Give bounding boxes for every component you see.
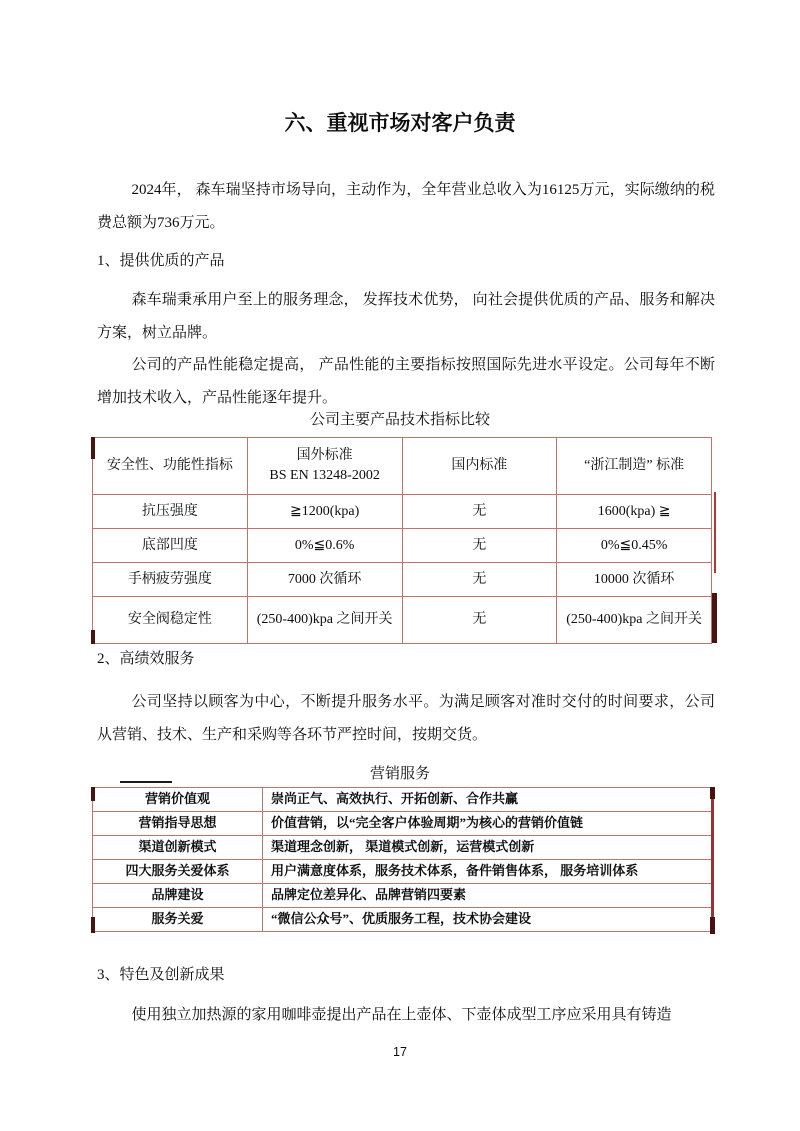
table-cell: 价值营销，以“完全客户体验周期”为核心的营销价值链 <box>263 812 712 836</box>
revision-line <box>714 492 716 573</box>
table-cell: 营销价值观 <box>93 788 263 812</box>
table-row <box>93 884 712 908</box>
table-cell: 用户满意度体系，服务技术体系，备件销售体系， 服务培训体系 <box>263 860 712 884</box>
table-cell: 0%≦0.6% <box>247 529 402 563</box>
table-row <box>93 836 712 860</box>
intro-paragraph: 2024年， 森车瑞坚持市场导向，主动作为，全年营业总收入为16125万元，实际缴纳的税费总额为736万元。 <box>97 182 715 231</box>
table-corner-mark <box>91 917 95 933</box>
table-cell: 无 <box>402 495 557 529</box>
table-corner-mark <box>91 630 95 644</box>
table-cell: 品牌定位差异化、品牌营销四要素 <box>263 884 712 908</box>
table-cell: 四大服务关爱体系 <box>93 860 263 884</box>
table-corner-mark <box>91 437 95 459</box>
table-cell: 服务关爱 <box>93 908 263 932</box>
header-line-2: BS EN 13248-2002 <box>269 468 380 483</box>
table-cell: 10000 次循环 <box>557 563 712 597</box>
underline-mark <box>120 781 172 783</box>
revision-bar <box>712 593 717 643</box>
table-cell: 安全阀稳定性 <box>93 597 248 644</box>
table-cell: 渠道创新模式 <box>93 836 263 860</box>
product-standards-table-grid <box>92 437 712 644</box>
section-3-heading: 3、特色及创新成果 <box>97 967 225 983</box>
table-cell: 底部凹度 <box>93 529 248 563</box>
product-standards-table <box>92 437 712 644</box>
table-row <box>93 563 712 597</box>
section-2-paragraph: 公司坚持以顾客为中心，不断提升服务水平。为满足顾客对准时交付的时间要求，公司从营销、技术、生产和采购等各环节严控时间，按期交货。 <box>97 694 715 743</box>
page-number: 17 <box>393 1045 407 1059</box>
table-header-cell <box>247 438 402 495</box>
table-cell: 抗压强度 <box>93 495 248 529</box>
table-cell: 品牌建设 <box>93 884 263 908</box>
table-header-cell: “浙江制造” 标准 <box>557 438 712 495</box>
table-cell: 无 <box>402 529 557 563</box>
section-2-heading: 2、高绩效服务 <box>97 651 195 667</box>
header-line-1: 国外标准 <box>296 448 353 464</box>
table-row <box>93 908 712 932</box>
table-corner-mark <box>710 787 715 799</box>
marketing-services-table <box>92 787 712 932</box>
table-row <box>93 529 712 563</box>
table-cell: (250-400)kpa 之间开关 <box>247 597 402 644</box>
table-cell: (250-400)kpa 之间开关 <box>557 597 712 644</box>
table-cell: 渠道理念创新， 渠道模式创新，运营模式创新 <box>263 836 712 860</box>
table-cell: 营销指导思想 <box>93 812 263 836</box>
table-cell: 无 <box>402 563 557 597</box>
table-cell: 手柄疲劳强度 <box>93 563 248 597</box>
table-row <box>93 788 712 812</box>
table-header-row <box>93 438 712 495</box>
table-right-border-mark <box>711 787 714 932</box>
section-1-paragraph-1: 森车瑞秉承用户至上的服务理念， 发挥技术优势， 向社会提供优质的产品、服务和解决方案，树立品牌。 <box>97 292 715 341</box>
marketing-services-table-grid <box>92 787 712 932</box>
table-cell: “微信公众号”、优质服务工程，技术协会建设 <box>263 908 712 932</box>
table-cell: 0%≦0.45% <box>557 529 712 563</box>
table-corner-mark <box>710 917 715 934</box>
table-cell: 7000 次循环 <box>247 563 402 597</box>
table-header-cell: 安全性、功能性指标 <box>93 438 248 495</box>
table-row <box>93 597 712 644</box>
section-3-paragraph: 使用独立加热源的家用咖啡壶提出产品在上壶体、下壶体成型工序应采用具有铸造 <box>131 1007 672 1023</box>
table-cell: 无 <box>402 597 557 644</box>
table-cell: 崇尚正气、高效执行、开拓创新、合作共赢 <box>263 788 712 812</box>
table-row <box>93 495 712 529</box>
product-table-caption: 公司主要产品技术指标比较 <box>309 412 490 428</box>
section-1-paragraph-2: 公司的产品性能稳定提高， 产品性能的主要指标按照国际先进水平设定。公司每年不断增加技术收入，产品性能逐年提升。 <box>97 357 715 406</box>
table-cell: ≧1200(kpa) <box>247 495 402 529</box>
table-header-cell: 国内标准 <box>402 438 557 495</box>
section-1-heading: 1、提供优质的产品 <box>97 253 225 269</box>
table-row <box>93 812 712 836</box>
table-cell: 1600(kpa) ≧ <box>557 495 712 529</box>
table-row <box>93 860 712 884</box>
table-corner-mark <box>91 787 95 801</box>
marketing-table-caption: 营销服务 <box>369 766 430 782</box>
page-title: 六、重视市场对客户负责 <box>284 112 516 135</box>
